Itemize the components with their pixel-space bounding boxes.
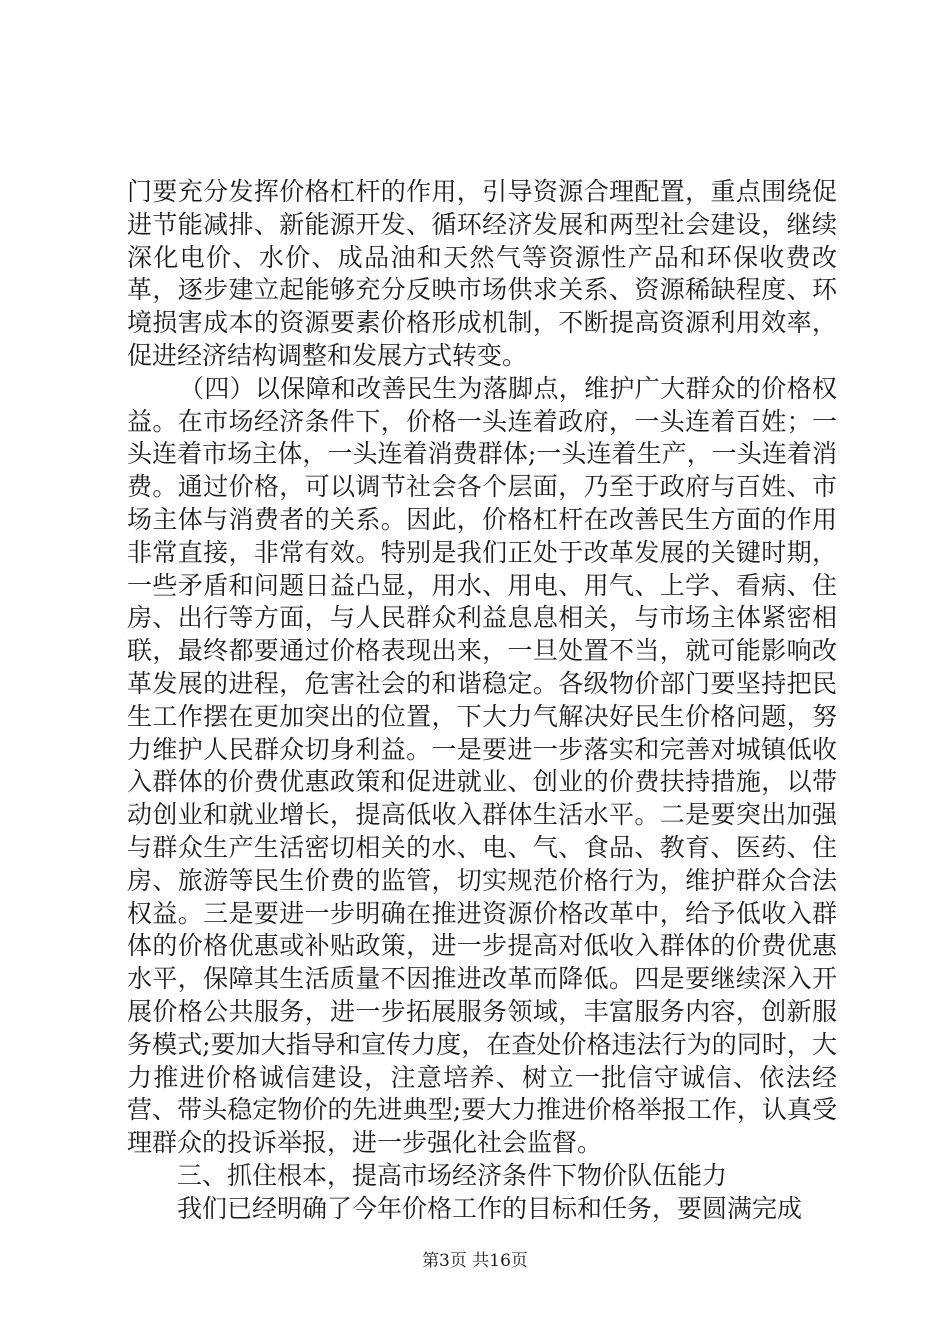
paragraph-2: （四）以保障和改善民生为落脚点，维护广大群众的价格权益。在市场经济条件下，价格一头连着政府，一头连着百姓；一头连着市场主体，一头连着消费群体;一头连着生产，一头连着消费。通过价格，可以调节社会各个层面，乃至于政府与百姓、市场主体与消费者的关系。因此，价格杠杆在改善民生方面的作用非常直接，非常有效。特别是我们正处于改革发展的关键时期，一些矛盾和问题日益凸显，用水、用电、用气、上学、看病、住房、出行等方面，与人民群众利益息息相关，与市场主体紧密相联，最终都要通过价格表现出来，一旦处置不当，就可能影响改革发展的进程，危害社会的和谐稳定。各级物价部门要坚持把民生工作摆在更加突出的位置，下大力气解决好民生价格问题，努力维护人民群众切身利益。一是要进一步落实和完善对城镇低收入群体的价费优惠政策和促进就业、创业的价费扶持措施，以带动创业和就业增长，提高低收入群体生活水平。二是要突出加强与群众生产生活密切相关的水、电、气、食品、教育、医药、住房、旅游等民生价费的监管，切实规范价格行为，维护群众合法权益。三是要进一步明确在推进资源价格改革中，给予低收入群体的价格优惠或补贴政策，进一步提高对低收入群体的价费优惠水平，保障其生活质量不因推进改革而降低。四是要继续深入开展价格公共服务，进一步拓展服务领域，丰富服务内容，创新服务模式;要加大指导和宣传力度，在查处价格违法行为的同时，大力推进价格诚信建设，注意培养、树立一批信守诚信、依法经营、带头稳定物价的先进典型;要大力推进价格举报工作，认真受理群众的投诉举报，进一步强化社会监督。 <box>127 373 837 1158</box>
paragraph-1: 门要充分发挥价格杠杆的作用，引导资源合理配置，重点围绕促进节能减排、新能源开发、循环经济发展和两型社会建设，继续深化电价、水价、成品油和天然气等资源性产品和环保收费改革，逐步建立起能够充分反映市场供求关系、资源稀缺程度、环境损害成本的资源要素价格形成机制，不断提高资源利用效率，促进经济结构调整和发展方式转变。 <box>127 177 837 370</box>
body-text <box>127 176 837 1226</box>
section-heading: 三、抓住根本，提高市场经济条件下物价队伍能力 <box>177 1160 728 1190</box>
paragraph-3: 我们已经明确了今年价格工作的目标和任务，要圆满完成 <box>177 1193 803 1223</box>
page-footer: 第3页 共16页 <box>422 1251 528 1271</box>
